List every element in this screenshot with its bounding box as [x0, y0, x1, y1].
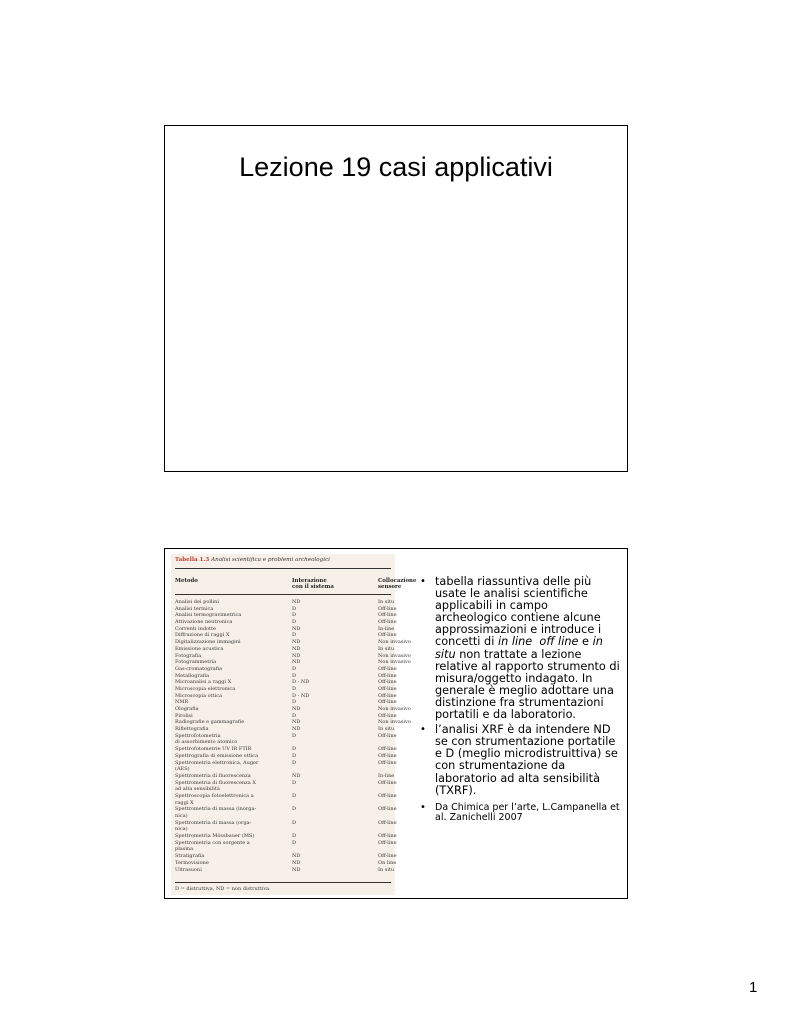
table-row	[175, 619, 397, 626]
table-row	[175, 612, 397, 619]
table-cell: Off-line	[378, 612, 397, 619]
table-cell: Correnti indotte	[175, 625, 217, 632]
table-cell: Off-line	[378, 665, 397, 672]
table-cell: nica)	[175, 813, 188, 819]
table-cell: Off-line	[378, 839, 397, 846]
table-footnote: D = distruttiva, ND = non distruttiva.	[175, 886, 271, 892]
table-cell: D	[292, 759, 297, 766]
table-cell: ND	[292, 853, 301, 860]
table-cell: D	[292, 779, 297, 786]
table-cell: Analisi termica	[175, 605, 214, 612]
table-row	[175, 839, 397, 847]
table-cell: Metallografia	[175, 672, 210, 679]
table-row	[175, 766, 391, 773]
table-caption-text: Analisi scientifica e problemi archeologici	[211, 557, 330, 563]
table-cell: D	[292, 746, 297, 753]
table-cell: Non invasivo	[378, 639, 411, 646]
table-cell: ND	[292, 652, 301, 659]
table-row	[175, 599, 395, 606]
table-cell: D	[292, 806, 297, 813]
header-collocazione: Collocazione sensore	[378, 578, 417, 591]
table-cell: In-line	[378, 625, 395, 632]
table-cell: D	[292, 732, 297, 739]
table-cell: D	[292, 632, 297, 639]
table-row	[175, 605, 397, 613]
table-cell: Gas-cromatografia	[175, 665, 223, 672]
table-row	[175, 786, 391, 793]
table-cell: Spettrografia di emissione ottica	[175, 752, 259, 759]
table-row	[175, 672, 397, 680]
table-cell: Off-line	[378, 672, 397, 679]
bullet-item: • Da Chimica per l’arte, L.Campanella et al. Zanichelli 2007	[420, 801, 620, 824]
table-cell: Microscopia ottica	[175, 692, 223, 699]
table-cell: Off-line	[378, 685, 397, 692]
table-cell: Analisi termogravimetrica	[175, 612, 242, 619]
table-cell: Off-line	[378, 819, 397, 826]
table-cell: Off-line	[378, 732, 397, 739]
table-row	[175, 712, 397, 720]
table-cell: Microanalisi a raggi X	[175, 679, 232, 686]
table-cell: Off-line	[378, 833, 397, 840]
table-cell: In-line	[378, 772, 395, 779]
table-row	[175, 639, 411, 646]
table-cell: di assorbimento atomico	[175, 739, 238, 746]
table-cell: Fotogrammetria	[175, 659, 217, 666]
table-cell: D	[292, 685, 297, 692]
table-row	[175, 699, 397, 706]
table-cell: Spettrometria con sorgente a	[175, 839, 250, 846]
table-cell: Riflettografia	[175, 726, 209, 733]
table-cell: D	[292, 839, 297, 846]
table-cell: raggi X	[175, 799, 194, 806]
slide-2	[164, 548, 628, 899]
bullet-glyph: •	[420, 724, 426, 736]
table-row	[175, 692, 397, 700]
table-row	[175, 685, 397, 693]
table-row	[175, 719, 411, 726]
table-cell: D	[292, 619, 297, 626]
table-cell: In situ	[378, 599, 395, 605]
table-body	[175, 599, 411, 873]
table-cell: ND	[292, 726, 301, 733]
table-cell: Off-line	[378, 759, 397, 766]
table-row	[175, 726, 395, 733]
table-header-rule	[175, 594, 391, 595]
table-row	[175, 739, 391, 746]
table-cell: D	[292, 672, 297, 679]
table-cell: ND	[292, 706, 301, 712]
bullet-list	[417, 576, 623, 824]
bullet-item: • tabella riassuntiva delle più usate le analisi scientifiche applicabili in campo archeologico contiene alcune approssimazioni e introduce i concetti di in line off line e in situ non trattate a lezione relative al rapporto strumento di misura/oggetto indagato. In generale è meglio adottare una distinzione fra strumentazioni portatili e da laboratorio.	[420, 575, 620, 722]
table-row	[175, 866, 395, 874]
table-cell: Spettrofotometria	[175, 732, 221, 739]
table-cell: D - ND	[292, 679, 310, 686]
table-cell: Spettrometria di massa (orga-	[175, 819, 252, 826]
table-cell: (AES)	[175, 766, 190, 773]
table-cell: ND	[292, 866, 301, 873]
table-cell: D	[292, 699, 297, 706]
slide-title: Lezione 19 casi applicativi	[239, 152, 553, 182]
table-row	[175, 772, 395, 780]
table-cell: Off-line	[378, 779, 397, 786]
table-cell: Non invasivo	[378, 652, 411, 659]
analysis-table-image	[171, 554, 417, 895]
table-cell: ND	[292, 772, 301, 779]
table-cell: ND	[292, 859, 301, 866]
table-cell: D	[292, 712, 297, 719]
table-cell: D - ND	[292, 692, 310, 699]
table-cell: plasma	[175, 846, 194, 853]
table-cell: Off-line	[378, 605, 397, 612]
table-row	[175, 833, 397, 840]
table-row	[175, 659, 411, 666]
table-cell: Spettrometria di fluorescenza	[175, 772, 251, 779]
table-cell: Radiografie e gammagrafie	[175, 719, 245, 726]
table-cell: Spettroscopia fotoelettronica a	[175, 792, 254, 799]
table-row	[175, 652, 411, 660]
table-cell: Diffrazione di raggi X	[175, 632, 230, 639]
table-cell: Non invasivo	[378, 706, 411, 712]
table-cell: D	[292, 792, 297, 799]
table-cell: Off-line	[378, 692, 397, 699]
table-cell: D	[292, 819, 297, 826]
table-row	[175, 792, 397, 800]
table-row	[175, 679, 397, 686]
table-cell: Off-line	[378, 853, 397, 860]
bullet-item: • l’analisi XRF è da intendere ND se con strumentazione portatile e D (meglio microdistruittiva) se con strumentazione da laboratorio ad alta sensibilità (TXRF).	[420, 723, 618, 797]
table-cell: Emissione acustica	[175, 645, 224, 652]
table-row	[175, 625, 395, 633]
table-cell: ad alta sensibilità	[175, 786, 220, 793]
table-cell: Spettrometria Mössbauer (MS)	[175, 833, 255, 840]
table-cell: Non invasivo	[378, 659, 411, 666]
header-metodo: Metodo	[175, 578, 198, 584]
table-cell: Spettrometria elettronica, Auger	[175, 759, 259, 766]
table-row	[175, 759, 397, 767]
table-label: Tabella 1.3	[175, 557, 210, 563]
table-row	[175, 746, 397, 753]
table-row	[175, 819, 397, 827]
table-cell: Fotografia	[175, 652, 202, 659]
bullet-glyph: •	[420, 576, 426, 587]
table-cell: D	[292, 605, 297, 612]
table-cell: Spettrometria di massa (inorga-	[175, 806, 257, 813]
table-cell: Olografia	[175, 706, 199, 712]
table-row	[175, 645, 395, 653]
page-number: 1	[749, 979, 758, 996]
table-cell: nica)	[175, 826, 188, 833]
table-cell: In situ	[378, 645, 395, 652]
table-cell: Spettrometria di fluorescenza X	[175, 779, 256, 786]
table-cell: NMR	[175, 699, 189, 706]
table-cell: Off-line	[378, 619, 397, 626]
table-cell: Off-line	[378, 752, 397, 759]
table-row	[175, 813, 391, 820]
table-cell: ND	[292, 625, 301, 632]
table-row	[175, 846, 391, 853]
table-cell: Ultrasuoni	[175, 866, 202, 873]
table-cell: D	[292, 752, 297, 759]
table-cell: Off-line	[378, 679, 397, 686]
table-bottom-rule	[175, 882, 391, 883]
table-cell: Off-line	[378, 712, 397, 719]
table-row	[175, 806, 397, 813]
table-cell: ND	[292, 659, 301, 666]
table-cell: ND	[292, 719, 301, 726]
table-cell: Pirolisi	[175, 712, 193, 719]
table-row	[175, 732, 397, 740]
table-cell: Stratigrafia	[175, 853, 205, 860]
table-cell: D	[292, 833, 297, 840]
table-cell: In situ	[378, 866, 395, 873]
table-cell: In situ	[378, 726, 395, 733]
header-interazione: Interazione con il sistema	[292, 578, 334, 591]
table-cell: Digitalizzazione immagini	[175, 639, 241, 646]
table-cell: Spettrofotometrie UV IR FTIR	[175, 746, 252, 753]
table-top-rule	[175, 568, 391, 569]
table-row	[175, 665, 397, 673]
table-cell: Off-line	[378, 806, 397, 813]
table-cell: D	[292, 612, 297, 619]
table-cell: Microscopia elettronica	[175, 685, 236, 692]
table-row	[175, 853, 397, 860]
table-cell: Analisi dei pollini	[175, 599, 219, 605]
table-cell: ND	[292, 599, 301, 605]
table-cell: Off-line	[378, 792, 397, 799]
table-cell: Off-line	[378, 746, 397, 753]
bullet-glyph: •	[420, 801, 426, 813]
table-cell: On line	[378, 859, 397, 866]
table-cell: Attivazione neutronica	[175, 619, 233, 626]
table-caption	[175, 557, 330, 563]
table-row	[175, 632, 397, 639]
table-cell: D	[292, 665, 297, 672]
table-cell: ND	[292, 645, 301, 652]
table-cell: Off-line	[378, 699, 397, 706]
table-cell: Termovisione	[175, 859, 209, 866]
table-cell: Off-line	[378, 632, 397, 639]
table-row	[175, 859, 397, 867]
table-cell: ND	[292, 639, 301, 646]
table-row	[175, 706, 411, 713]
table-row	[175, 752, 397, 760]
slide-1	[164, 125, 628, 472]
table-cell: Non invasivo	[378, 719, 411, 726]
